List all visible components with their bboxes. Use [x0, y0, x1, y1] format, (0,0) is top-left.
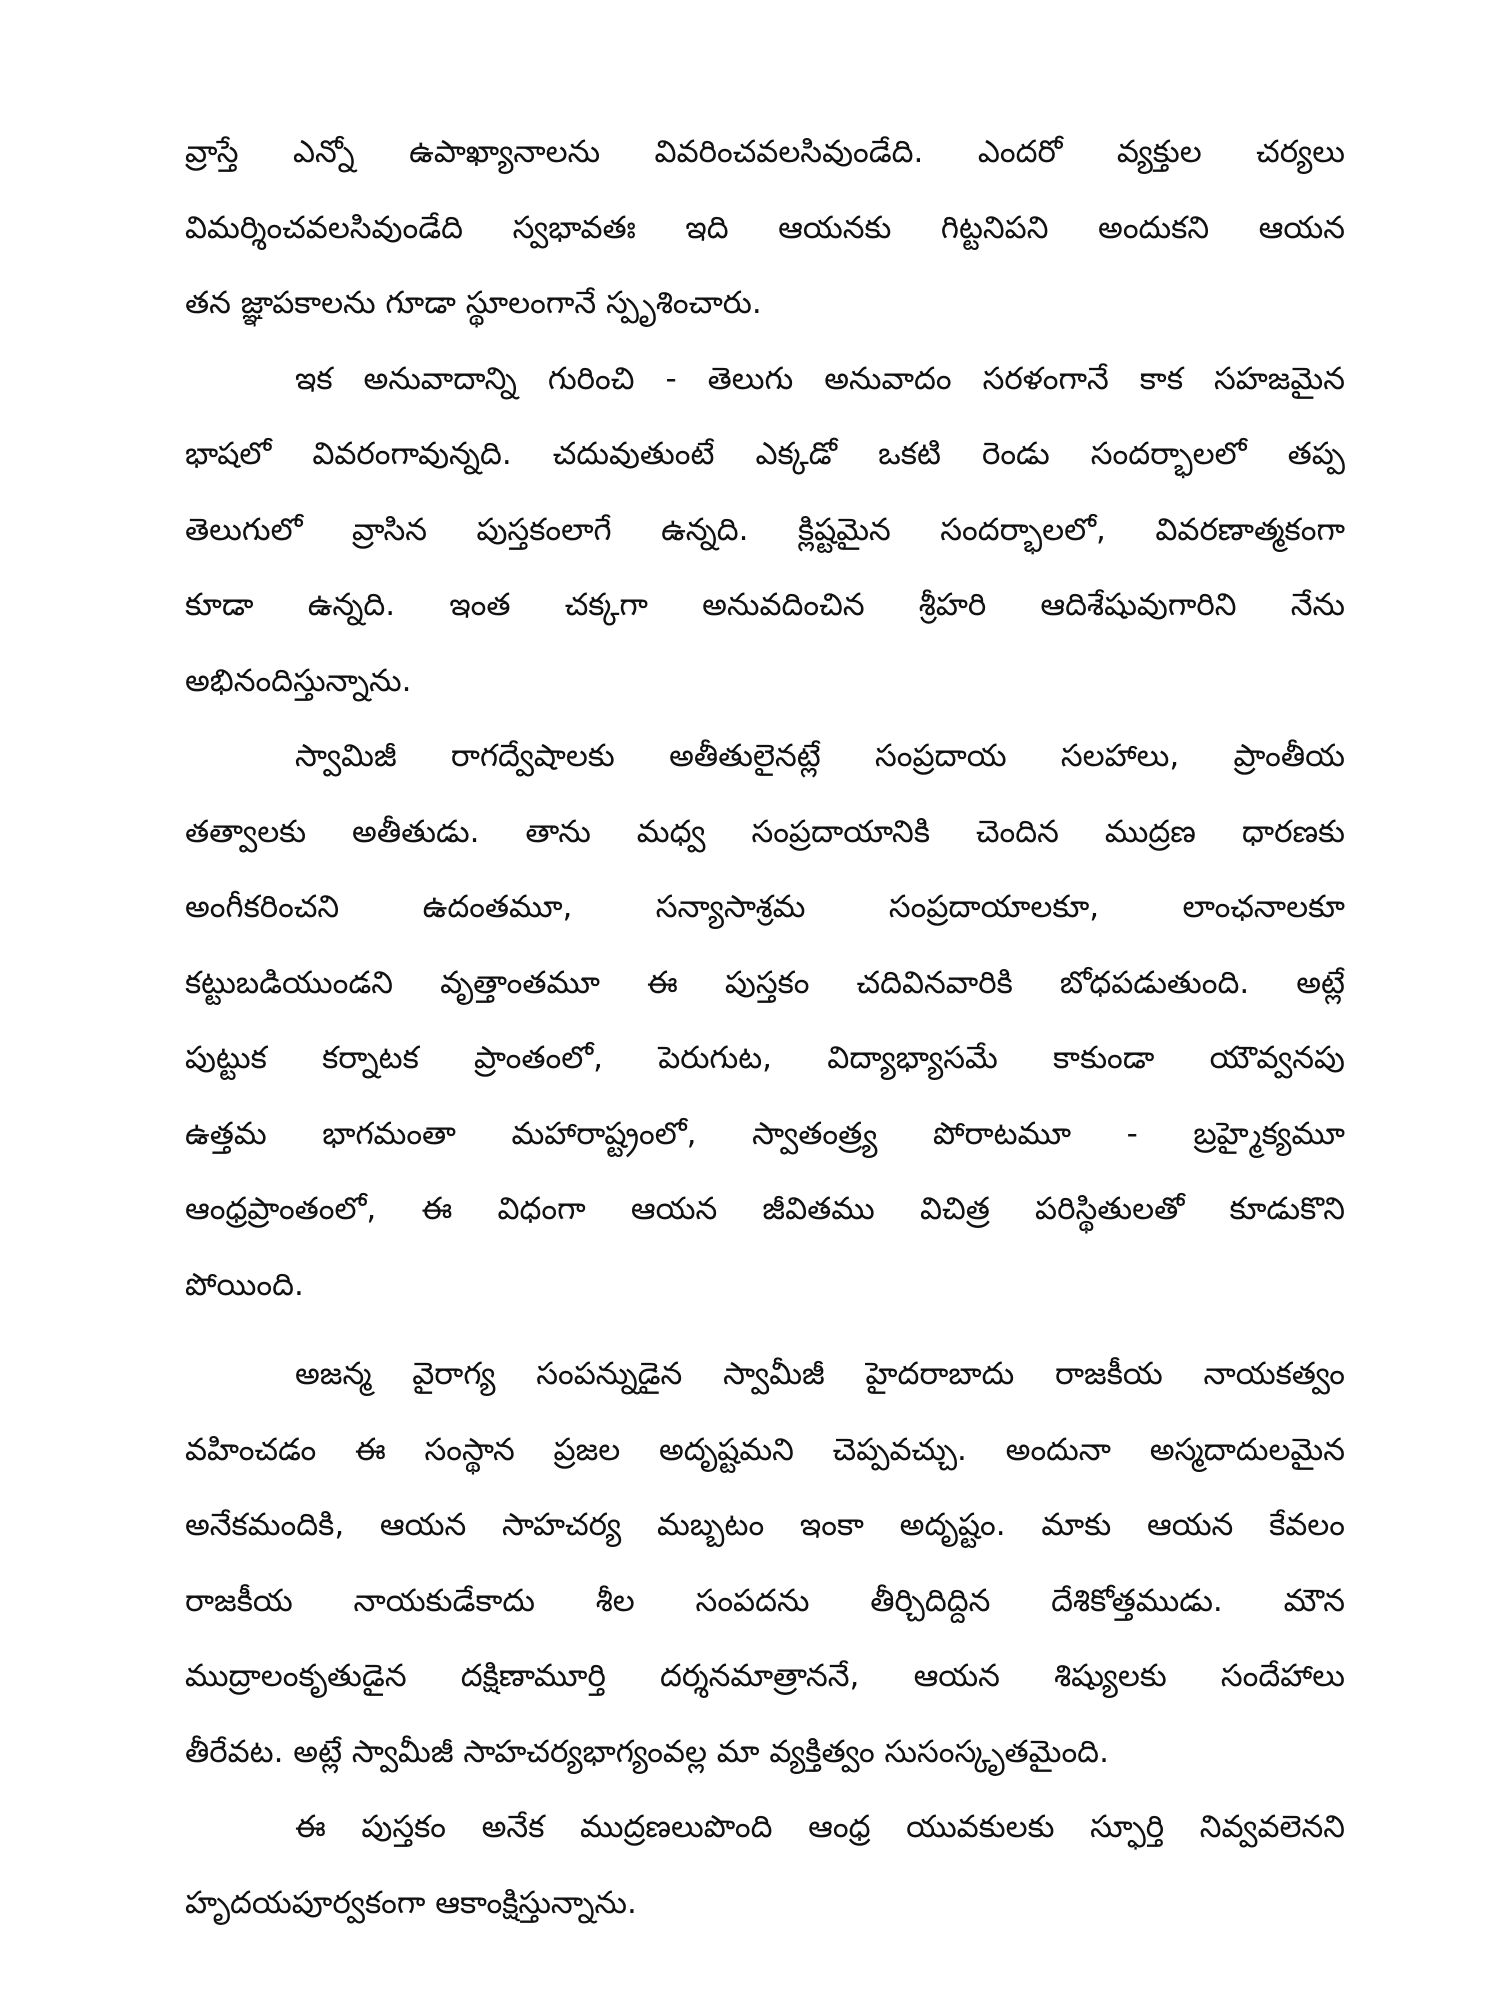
text-line: రాజకీయ నాయకుడేకాదు శీల సంపదను తీర్చిదిద్దిన దేశికోత్తముడు. మౌన	[185, 1582, 1345, 1619]
text-line: అంగీకరించని ఉదంతమూ, సన్యాసాశ్రమ సంప్రదాయాలకూ, లాంఛనాలకూ	[185, 889, 1345, 925]
text-line: ఆంధ్రప్రాంతంలో, ఈ విధంగా ఆయన జీవితము విచిత్ర పరిస్థితులతో కూడుకొని	[185, 1191, 1345, 1227]
text-line: పుట్టుక కర్నాటక ప్రాంతంలో, పెరుగుట, విద్యాభ్యాసమే కాకుండా యౌవ్వనపు	[185, 1040, 1345, 1076]
paragraph-1	[185, 115, 1345, 342]
text-line: ఇక అనువాదాన్ని గురించి - తెలుగు అనువాదం సరళంగానే కాక సహజమైన	[295, 360, 1345, 397]
text-line: విమర్శించవలసివుండేది స్వభావతః ఇది ఆయనకు గిట్టనిపని అందుకని ఆయన	[185, 209, 1345, 246]
text-line: తన జ్ఞాపకాలను గూడా స్థూలంగానే స్పృశించారు.	[185, 285, 762, 321]
text-line: కట్టుబడియుండని వృత్తాంతమూ ఈ పుస్తకం చదివినవారికి బోధపడుతుంది. అట్లే	[185, 964, 1345, 1001]
text-line: స్వామిజీ రాగద్వేషాలకు అతీతులైనట్లే సంప్రదాయ సలహాలు, ప్రాంతీయ	[295, 738, 1345, 774]
paragraph-3	[185, 719, 1345, 1323]
text-line: ఈ పుస్తకం అనేక ముద్రణలుపొంది ఆంధ్ర యువకులకు స్ఫూర్తి నివ్వవలెనని	[295, 1809, 1345, 1845]
text-line: భాషలో వివరంగావున్నది. చదువుతుంటే ఎక్కడో ఒకటి రెండు సందర్భాలలో తప్ప	[185, 436, 1345, 472]
text-line: తీరేవట. అట్లే స్వామీజీ సాహచర్యభాగ్యంవల్ల మా వ్యక్తిత్వం సుసంస్కృతమైంది.	[185, 1733, 1109, 1770]
text-line: వ్రాస్తే ఎన్నో ఉపాఖ్యానాలను వివరించవలసివుండేది. ఎందరో వ్యక్తుల చర్యలు	[185, 134, 1345, 170]
paragraph-4	[185, 1337, 1345, 1790]
text-line: హృదయపూర్వకంగా ఆకాంక్షిస్తున్నాను.	[185, 1884, 637, 1921]
text-line: పోయింది.	[185, 1266, 304, 1303]
text-line: అజన్మ వైరాగ్య సంపన్నుడైన స్వామీజీ హైదరాబాదు రాజకీయ నాయకత్వం	[295, 1356, 1345, 1392]
text-line: వహించడం ఈ సంస్థాన ప్రజల అదృష్టమని చెప్పవచ్చు. అందునా అస్మదాదులమైన	[185, 1431, 1345, 1468]
text-line: తత్వాలకు అతీతుడు. తాను మధ్వ సంప్రదాయానికి చెందిన ముద్రణ ధారణకు	[185, 813, 1345, 850]
text-line: అనేకమందికి, ఆయన సాహచర్య మబ్బటం ఇంకా అదృష్టం. మాకు ఆయన కేవలం	[185, 1507, 1345, 1543]
paragraph-2	[185, 342, 1345, 720]
text-line: తెలుగులో వ్రాసిన పుస్తకంలాగే ఉన్నది. క్లిష్టమైన సందర్భాలలో, వివరణాత్మకంగా	[185, 511, 1345, 548]
text-line: ఉత్తమ భాగమంతా మహారాష్ట్రంలో, స్వాతంత్ర్య పోరాటమూ - బ్రహ్మైక్యమూ	[185, 1115, 1345, 1152]
paragraph-5	[185, 1790, 1345, 1941]
text-line: ముద్రాలంకృతుడైన దక్షిణామూర్తి దర్శనమాత్రాననే, ఆయన శిష్యులకు సందేహాలు	[185, 1658, 1345, 1694]
text-line: కూడా ఉన్నది. ఇంత చక్కగా అనువదించిన శ్రీహరి ఆదిశేషువుగారిని నేను	[185, 587, 1345, 623]
text-line: అభినందిస్తున్నాను.	[185, 662, 412, 699]
body-text	[185, 115, 1345, 1941]
